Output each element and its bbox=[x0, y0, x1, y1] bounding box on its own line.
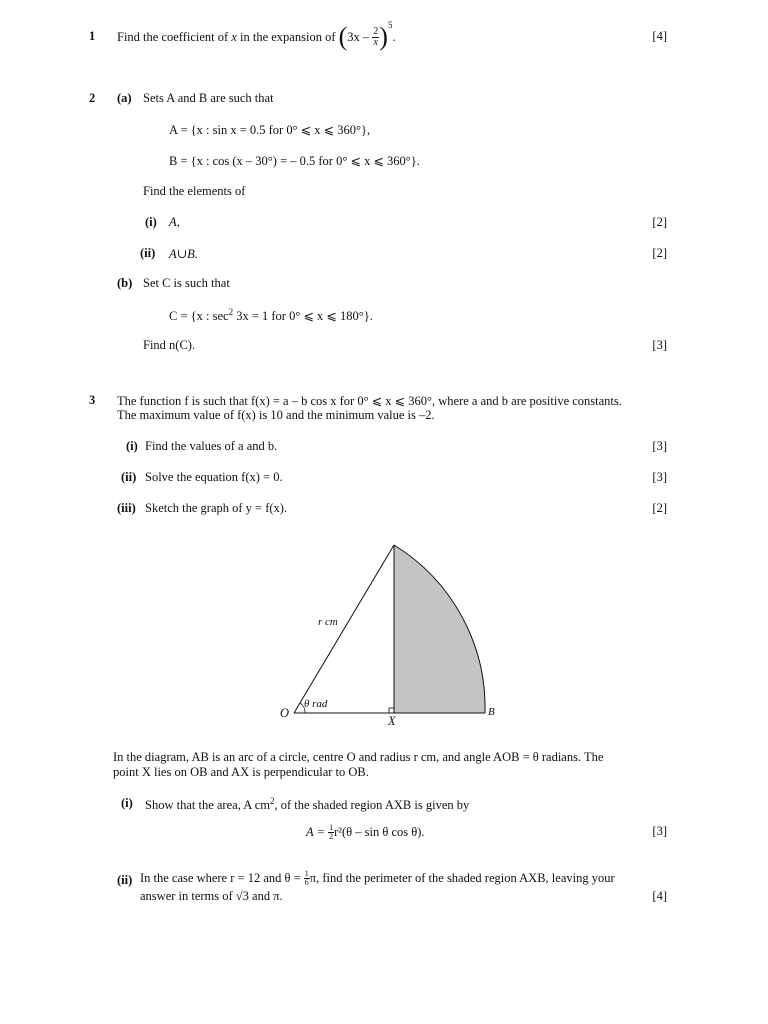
q3-i-label: (i) bbox=[126, 439, 138, 453]
q3-line1: The function f is such that f(x) = a – b cos x for 0° ⩽ x ⩽ 360°, where a and b are positive constants. bbox=[117, 394, 622, 408]
q1-text-pre: Find the coefficient of bbox=[117, 29, 229, 44]
q1-marks: [4] bbox=[652, 29, 667, 43]
q2-setB: B = {x : cos (x – 30°) = – 0.5 for 0° ⩽ x ⩽ 360°}. bbox=[169, 154, 420, 168]
q2b-marks: [3] bbox=[652, 338, 667, 352]
label-O: O bbox=[280, 706, 290, 720]
q3-number: 3 bbox=[89, 393, 96, 407]
q1-expr-a: 3x bbox=[347, 29, 360, 44]
q1-open-paren: ( bbox=[338, 22, 348, 51]
label-r-cm: r cm bbox=[318, 616, 338, 628]
q2-setC: C = {x : $\sec^2 3x = 1$ for 0° ⩽ x ⩽ 180°}. bbox=[169, 307, 373, 324]
q3-iii-text: Sketch the graph of y = f(x). bbox=[145, 501, 288, 515]
q1-fraction: $\frac{2}{x}$ bbox=[373, 25, 379, 48]
q2b-find-nC: Find n(C). bbox=[143, 338, 196, 352]
shaded-region bbox=[394, 545, 485, 713]
q2b-text: Set C is such that bbox=[143, 276, 230, 290]
q4-desc2: point X lies on OB and AX is perpendicular to OB. bbox=[113, 765, 369, 779]
q4-formula: A = $\frac{1}{2}$ r²(θ – sin θ cos θ). bbox=[306, 822, 425, 841]
q3-line2: The maximum value of f(x) is 10 and the minimum value is –2. bbox=[117, 408, 435, 422]
q1-number: 1 bbox=[89, 29, 96, 43]
q2a-ii-text: A∪B. bbox=[169, 247, 198, 261]
q2-number: 2 bbox=[89, 91, 96, 105]
q2-find-elements: Find the elements of bbox=[143, 184, 246, 198]
q2b-label: (b) bbox=[117, 276, 133, 290]
formula-fraction: $\frac{1}{2}$ bbox=[329, 822, 334, 841]
q1-var: x bbox=[231, 29, 237, 44]
q3-i-text: Find the values of a and b. bbox=[145, 439, 278, 453]
q1-close-paren: ) bbox=[379, 22, 388, 51]
q2a-i-text: A, bbox=[169, 215, 180, 229]
radius-OA bbox=[294, 545, 394, 713]
q4-ii-label: (ii) bbox=[117, 873, 133, 887]
q1-power: 5 bbox=[387, 20, 393, 30]
q3-iii-marks: [2] bbox=[652, 501, 667, 515]
q3-i-marks: [3] bbox=[652, 439, 667, 453]
q2-setA: A = {x : sin x = 0.5 for 0° ⩽ x ⩽ 360°}, bbox=[169, 123, 371, 137]
label-B: B bbox=[488, 706, 495, 718]
q2a-text: Sets A and B are such that bbox=[143, 91, 274, 105]
label-theta: θ rad bbox=[304, 698, 328, 710]
q4-i-marks: [3] bbox=[652, 824, 667, 838]
q4-ii-text: In the case where r = 12 and θ = $\frac{1}{6}$ π, find the perimeter of the shaded region AXB, leaving your bbox=[140, 868, 615, 887]
q2a-label: (a) bbox=[117, 91, 132, 105]
q1-minus: – bbox=[362, 29, 370, 44]
label-X: X bbox=[388, 714, 396, 728]
q4-i-text: Show that the area, A $cm^2$, of the shaded region AXB is given by bbox=[145, 796, 470, 813]
q2a-i-marks: [2] bbox=[652, 215, 667, 229]
q4-ii-marks: [4] bbox=[652, 889, 667, 903]
q3-ii-label: (ii) bbox=[121, 470, 137, 484]
q2a-ii-marks: [2] bbox=[652, 246, 667, 260]
q4-desc1: In the diagram, AB is an arc of a circle, centre O and radius r cm, and angle AOB = θ radians. The bbox=[113, 750, 604, 764]
q3-ii-marks: [3] bbox=[652, 470, 667, 484]
q4-ii-line2: answer in terms of √3 and π. bbox=[140, 889, 283, 903]
q2a-i-label: (i) bbox=[145, 215, 157, 229]
q3-ii-text: Solve the equation f(x) = 0. bbox=[145, 470, 283, 484]
q2a-ii-label: (ii) bbox=[140, 246, 156, 260]
right-angle-marker bbox=[389, 708, 394, 713]
q3-iii-label: (iii) bbox=[117, 501, 136, 515]
q4-i-label: (i) bbox=[121, 796, 133, 810]
theta-fraction: $\frac{1}{6}$ bbox=[304, 868, 309, 887]
q1-text: Find the coefficient of x in the expansion of ( 3x – $\frac{2}{x}$ ) 5 . bbox=[117, 20, 396, 51]
q1-text-mid: in the expansion of bbox=[240, 29, 336, 44]
